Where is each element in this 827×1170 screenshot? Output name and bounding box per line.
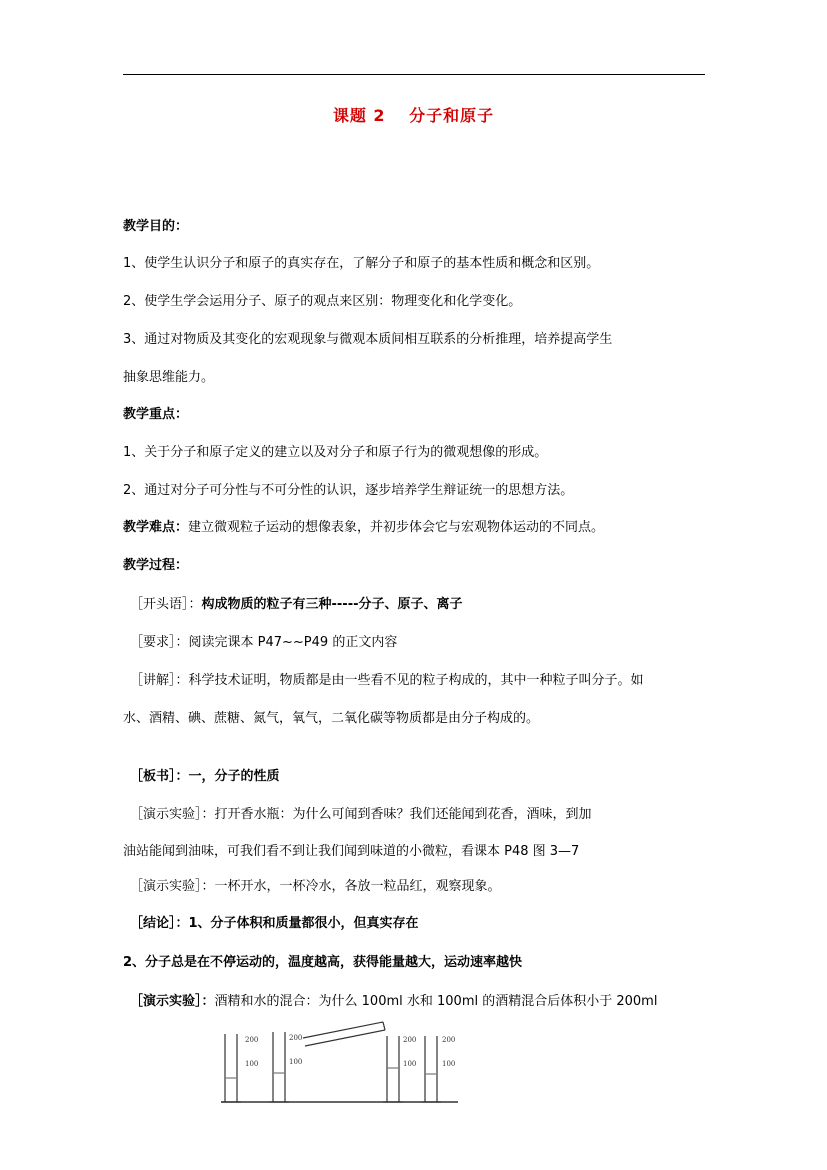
difficulty-label: 教学难点：: [123, 520, 189, 535]
board-line: ［板书］：一，分子的性质: [130, 769, 280, 784]
objective-1: 1、使学生认识分子和原子的真实存在，了解分子和原子的基本性质和概念和区别。: [123, 256, 600, 271]
lecture-line-2: 水、酒精、碘、蔗糖、氮气，氧气，二氧化碳等物质都是由分子构成的。: [123, 711, 540, 726]
demo-1-line-a: ［演示实验］：打开香水瓶：为什么可闻到香味？我们还能闻到花香，酒味，到加: [130, 807, 592, 822]
opening-text: 构成物质的粒子有三种-----分子、原子、离子: [201, 597, 463, 612]
demo-1-line-b: 油站能闻到油味，可我们看不到让我们闻到味道的小微粒，看课本 P48 图 3—7: [123, 844, 580, 859]
opening-line: [130, 596, 463, 614]
header-rule: [123, 74, 705, 75]
objective-3-cont: 抽象思维能力。: [123, 370, 215, 385]
key-point-1: 1、关于分子和原子定义的建立以及对分子和原子行为的微观想像的形成。: [123, 445, 548, 460]
cyl3-mark-100: 100: [403, 1060, 417, 1068]
conclusion-line: ［结论］：1、分子体积和质量都很小，但真实存在: [130, 916, 419, 931]
objectives-heading: 教学目的：: [123, 219, 189, 234]
cylinder-3: [383, 1036, 403, 1102]
cyl1-mark-200: 200: [245, 1036, 259, 1044]
point-2-line: 2、分子总是在不停运动的，温度越高，获得能量越大，运动速率越快: [123, 955, 523, 970]
page-title: 课题 2 分子和原子: [332, 106, 495, 125]
key-point-2: 2、通过对分子可分性与不可分性的认识，逐步培养学生辩证统一的思想方法。: [123, 483, 574, 498]
cylinder-1: [221, 1034, 241, 1102]
difficulty-text: 建立微观粒子运动的想像表象，并初步体会它与宏观物体运动的不同点。: [188, 520, 605, 535]
objective-3: 3、通过对物质及其变化的宏观现象与微观本质间相互联系的分析推理，培养提高学生: [123, 332, 613, 347]
cyl1-mark-100: 100: [245, 1060, 259, 1068]
demo-3-text: 酒精和水的混合：为什么 100ml 水和 100ml 的酒精混合后体积小于 200ml: [214, 994, 658, 1009]
lecture-line-1: ［讲解］：科学技术证明，物质都是由一些看不见的粒子构成的，其中一种粒子叫分子。如: [130, 673, 644, 688]
process-heading: 教学过程：: [123, 558, 189, 573]
graduated-cylinders-figure: [213, 1018, 473, 1110]
cyl4-mark-200: 200: [442, 1036, 456, 1044]
demo-3-label: ［演示实验］：: [130, 994, 215, 1009]
cyl2-mark-200: 200: [289, 1034, 303, 1042]
cylinder-4: [421, 1036, 441, 1102]
opening-label: ［开头语］：: [130, 597, 202, 612]
cyl2-mark-100: 100: [289, 1058, 303, 1066]
requirement-line: ［要求］：阅读完课本 P47~~P49 的正文内容: [130, 635, 398, 650]
cylinder-2: [269, 1032, 289, 1102]
demo-2-line: ［演示实验］：一杯开水，一杯冷水，各放一粒品红，观察现象。: [130, 879, 501, 894]
objective-2: 2、使学生学会运用分子、原子的观点来区别：物理变化和化学变化。: [123, 294, 522, 309]
difficulty-line: [123, 519, 604, 537]
key-points-heading: 教学重点：: [123, 407, 189, 422]
cyl3-mark-200: 200: [403, 1036, 417, 1044]
cyl4-mark-100: 100: [442, 1060, 456, 1068]
pouring-cylinder: [303, 1022, 385, 1046]
demo-3-line: [130, 993, 657, 1011]
